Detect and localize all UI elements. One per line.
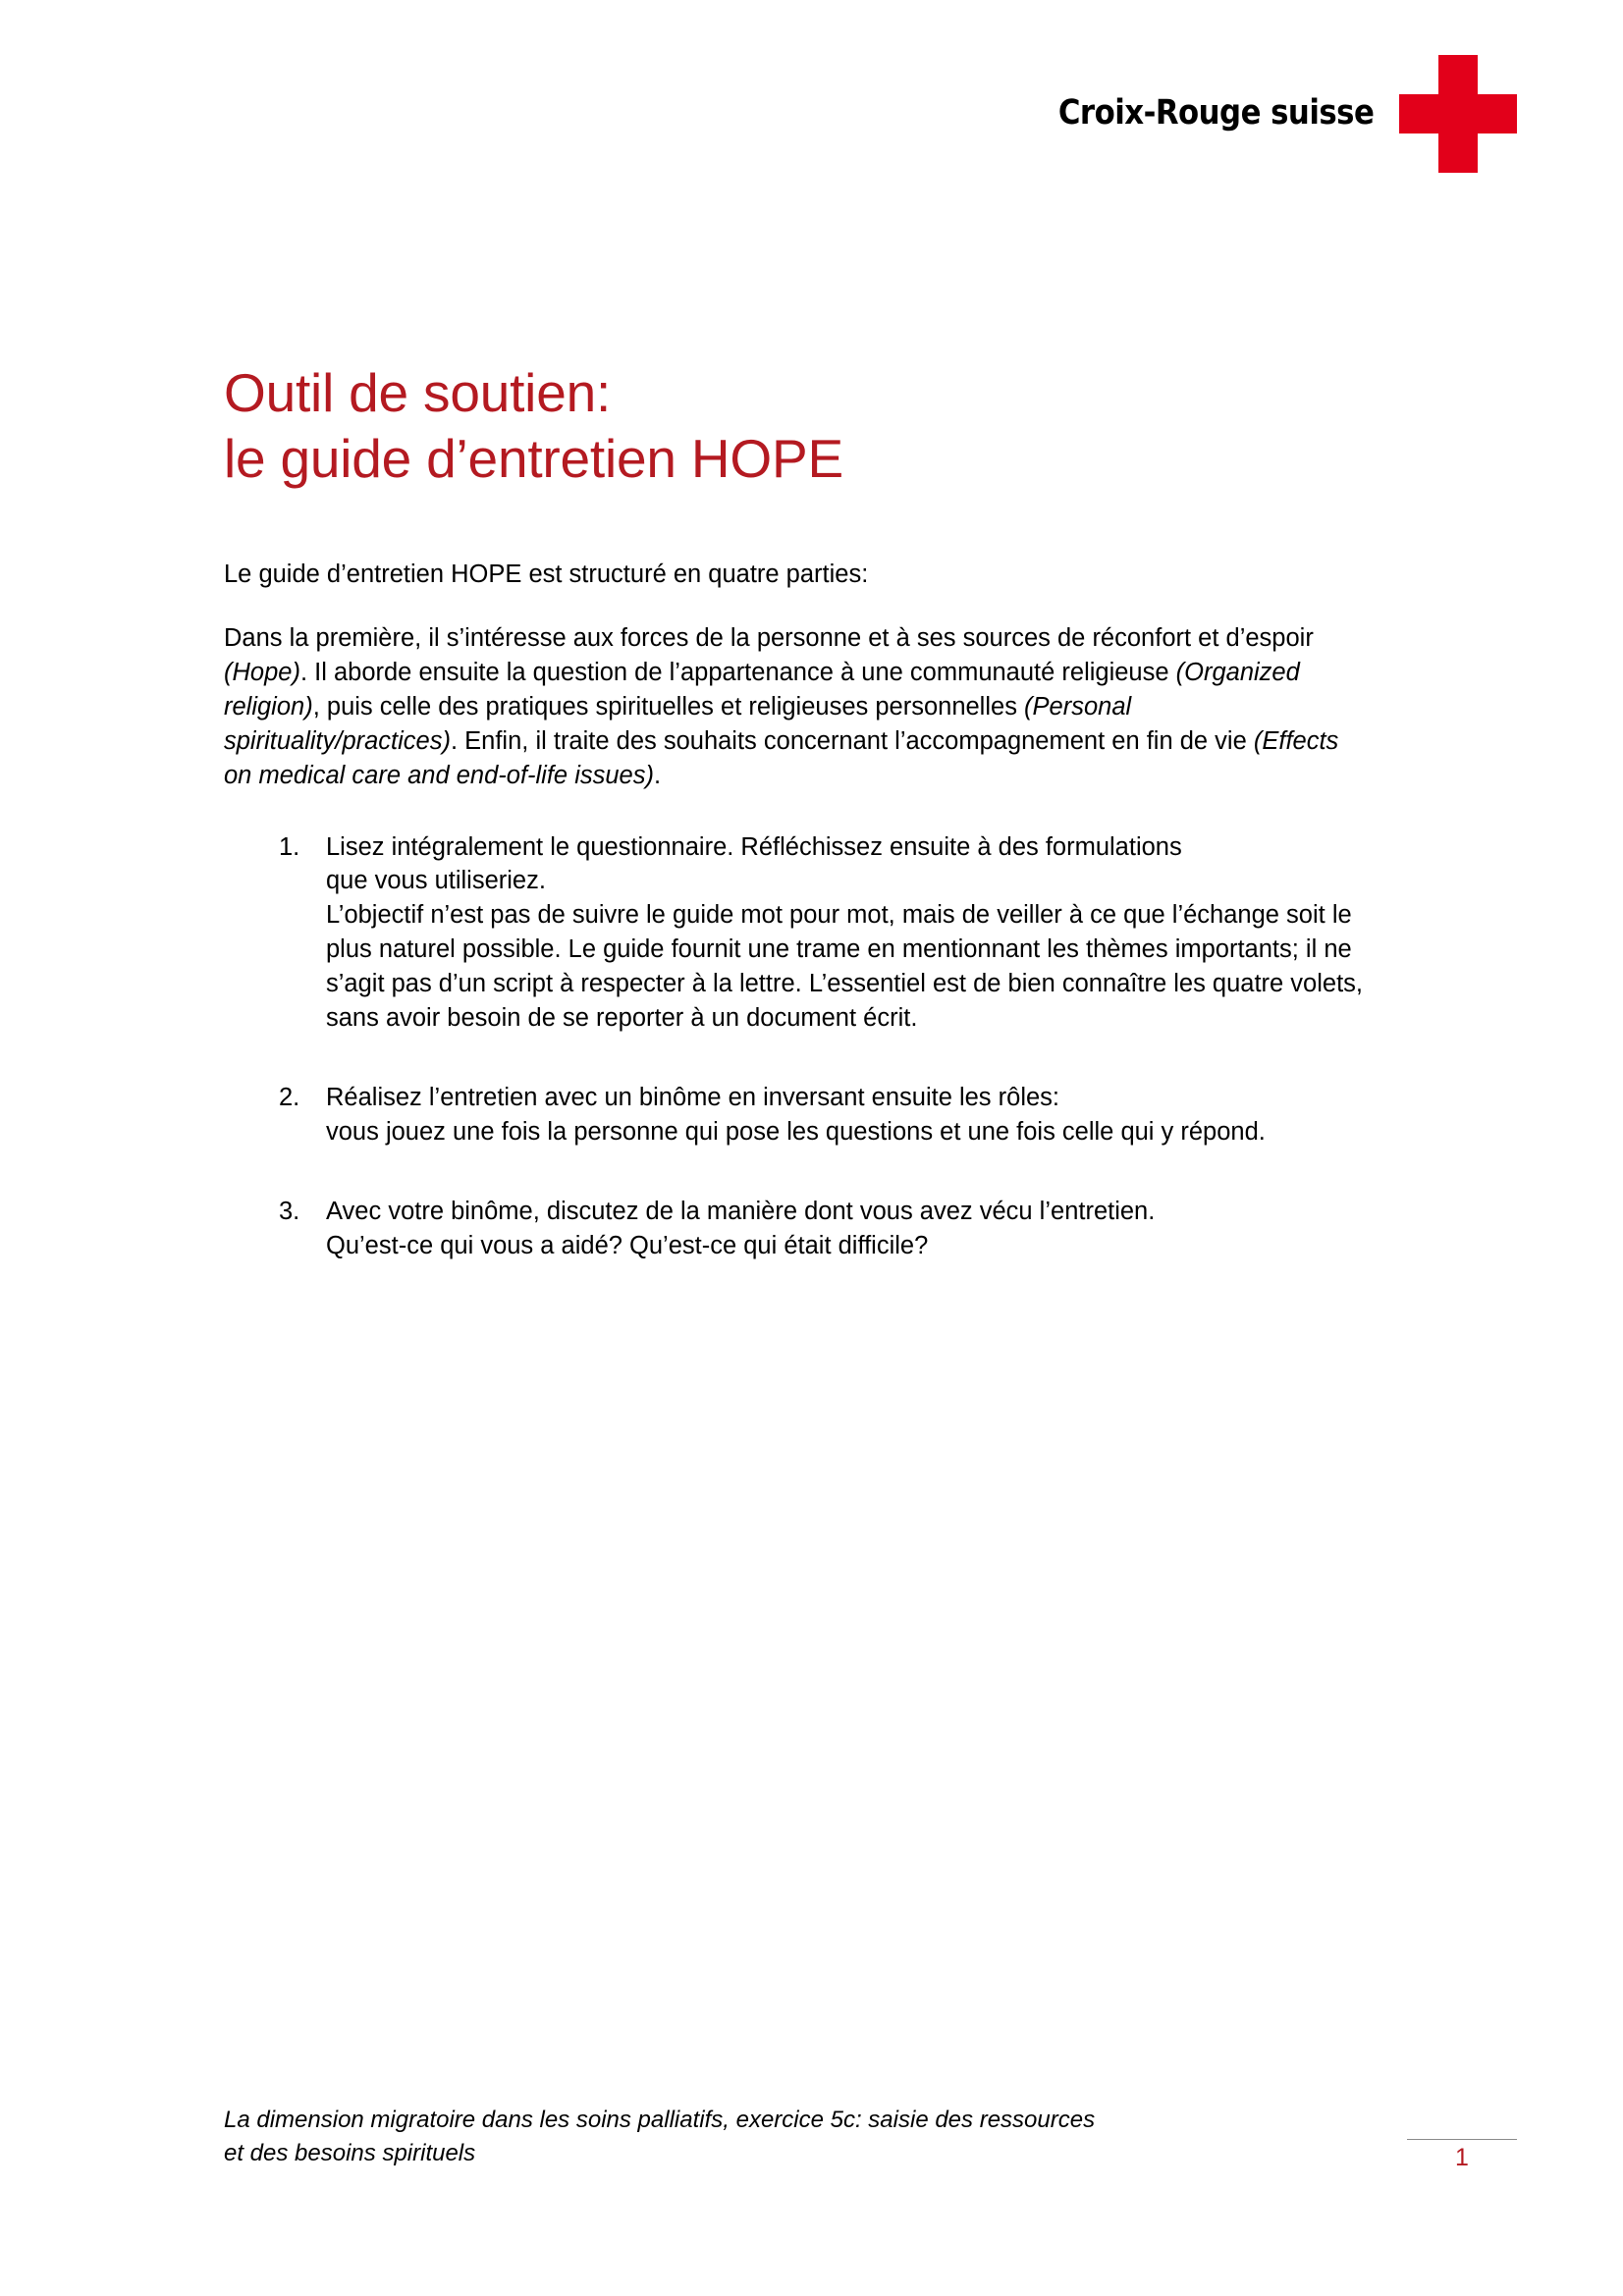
list-item-marker: 2. bbox=[279, 1084, 300, 1112]
structure-italic-organized: (Organized bbox=[1175, 658, 1300, 686]
list-item-body bbox=[326, 830, 1414, 1037]
page-number-divider bbox=[1407, 2139, 1517, 2140]
list-item-1-line-2: que vous utiliseriez. bbox=[326, 867, 546, 895]
list-item bbox=[224, 1081, 1414, 1149]
page-number-block bbox=[1407, 2139, 1517, 2170]
logo-wordmark: Croix-Rouge suisse bbox=[1057, 92, 1374, 133]
brand-logo bbox=[1015, 55, 1517, 173]
structure-text-5b: . bbox=[653, 761, 662, 789]
structure-line-2 bbox=[224, 656, 1414, 690]
list-item-1-line-4: plus naturel possible. Le guide fournit une trame en mentionnant les thèmes importants; il ne bbox=[326, 935, 1352, 964]
page-title bbox=[224, 360, 1402, 492]
structure-line-3 bbox=[224, 690, 1414, 724]
list-item-1-line-6: sans avoir besoin de se reporter à un document écrit. bbox=[326, 1004, 918, 1033]
structure-italic-personal: (Personal bbox=[1024, 692, 1132, 721]
list-item-3-line-1: Avec votre binôme, discutez de la manière dont vous avez vécu l’entretien. bbox=[326, 1197, 1156, 1225]
page-title-line-2: le guide d’entretien HOPE bbox=[224, 427, 843, 489]
red-cross-icon bbox=[1399, 55, 1517, 173]
red-cross-horizontal-bar bbox=[1399, 94, 1517, 133]
structure-italic-spirituality: spirituality/practices) bbox=[224, 726, 451, 755]
document-body bbox=[224, 558, 1414, 1308]
structure-line-1 bbox=[224, 621, 1414, 656]
structure-italic-religion: religion) bbox=[224, 692, 313, 721]
list-item-body bbox=[326, 1195, 1414, 1263]
structure-line-4 bbox=[224, 724, 1414, 759]
footer-line-1: La dimension migratoire dans les soins palliatifs, exercice 5c: saisie des ressources bbox=[224, 2106, 1096, 2133]
footer-caption bbox=[224, 2104, 1414, 2170]
structure-italic-effects: (Effects bbox=[1253, 726, 1339, 755]
structure-paragraph bbox=[224, 621, 1414, 793]
list-item bbox=[224, 830, 1414, 1037]
instructions-list bbox=[224, 830, 1414, 1263]
list-item-marker: 1. bbox=[279, 832, 300, 861]
structure-italic-hope: (Hope) bbox=[224, 658, 300, 686]
intro-paragraph bbox=[224, 558, 1414, 592]
list-item bbox=[224, 1195, 1414, 1263]
structure-line-5 bbox=[224, 759, 1414, 793]
footer-line-2: et des besoins spirituels bbox=[224, 2139, 476, 2166]
list-item-marker: 3. bbox=[279, 1197, 300, 1225]
structure-text-1a: Dans la première, il s’intéresse aux forces de la personne et à ses sources de réconfort et d’espoir bbox=[224, 623, 1314, 652]
structure-text-3b: , puis celle des pratiques spirituelles et religieuses personnelles bbox=[312, 692, 1025, 721]
structure-text-2b: . Il aborde ensuite la question de l’appartenance à une communauté religieuse bbox=[299, 658, 1176, 686]
list-item-1-line-3: L’objectif n’est pas de suivre le guide mot pour mot, mais de veiller à ce que l’échange soit le bbox=[326, 901, 1352, 930]
intro-line-1: Le guide d’entretien HOPE est structuré en quatre parties: bbox=[224, 561, 869, 588]
list-item-2-line-1: Réalisez l’entretien avec un binôme en inversant ensuite les rôles: bbox=[326, 1084, 1059, 1112]
structure-italic-endoflife: on medical care and end-of-life issues) bbox=[224, 761, 654, 789]
list-item-1-line-5: s’agit pas d’un script à respecter à la lettre. L’essentiel est de bien connaître les quatre volets, bbox=[326, 970, 1364, 998]
structure-text-4b: . Enfin, il traite des souhaits concernant l’accompagnement en fin de vie bbox=[450, 726, 1254, 755]
list-item-3-line-2: Qu’est-ce qui vous a aidé? Qu’est-ce qui était difficile? bbox=[326, 1231, 929, 1259]
page-number: 1 bbox=[1455, 2144, 1469, 2171]
list-item-2-line-2: vous jouez une fois la personne qui pose les questions et une fois celle qui y répond. bbox=[326, 1117, 1266, 1146]
list-item-1-line-1: Lisez intégralement le questionnaire. Réfléchissez ensuite à des formulations bbox=[326, 832, 1182, 861]
page-title-line-1: Outil de soutien: bbox=[224, 361, 612, 423]
list-item-body bbox=[326, 1081, 1414, 1149]
